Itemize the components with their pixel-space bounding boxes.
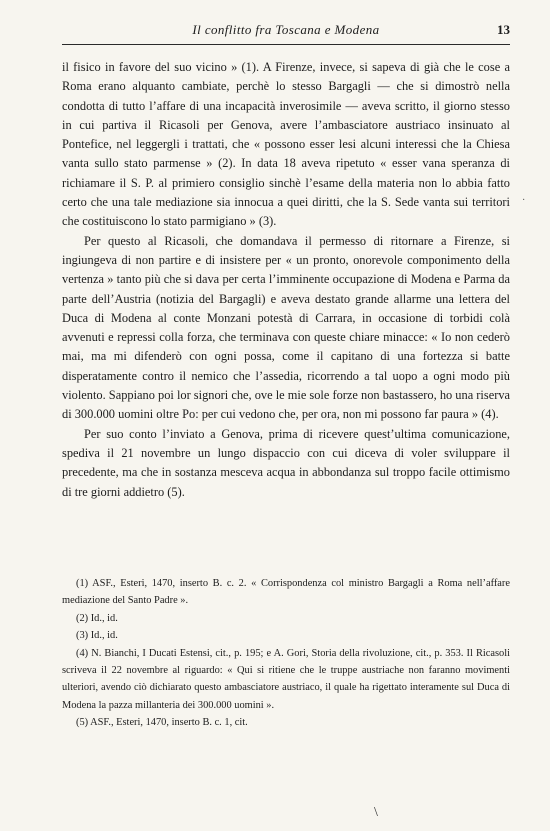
footnote: (3) Id., id.	[76, 630, 118, 642]
running-title: Il conflitto fra Toscana e Modena	[192, 22, 380, 37]
paragraph: Per questo al Ricasoli, che domandava il permesso di ritornare a Firenze, si ingiungeva di non partire e di insistere per « un pronto, onorevole componimento della vertenza » tanto più che si dava per certa l’imminente occupazione di Modena e Parma da parte dell’Austria (notizia del Bargagli) e aveva destato grande allarme una lettera del Duca di Modena al conte Monzani potestà di Carrara, in occasione di torbidi colà avvenuti e repressi colla forza, che terminava con queste chiare minacce: « Io non cederò mai, ma mi difenderò con ogni possa, come il capitano di una fortezza si batte disperatamente contro il nemico che l’assedia, ricorrendo a tal uopo a ogni modo più violento. Sappiano poi lor signori che, ove le mie sole forze non bastassero, ho una riserva di 300.000 uomini oltre Po: per cui vedono che, per ora, non mi possono far paura » (4).	[62, 233, 511, 422]
footnote: (4) N. Bianchi, I Ducati Estensi, cit., p. 195; e A. Gori, Storia della rivoluzione, cit., p. 353. Il Ricasoli scriveva il 22 novembre al riguardo: « Qui si ritiene che le truppe austriache non faranno movimenti ulteriori, avendo ciò dichiarato questo ambasciatore austriaco, il quale ha rigettato interamente sul Duca di Modena la pazza millanteria dei 300.000 uomini ».	[62, 647, 510, 711]
footnotes	[62, 575, 510, 732]
paragraph: Per suo conto l’inviato a Genova, prima di ricevere quest’ultima comunicazione, spediva il 21 novembre un lungo dispaccio con cui diceva di voler sviluppare il precedente, ma che in sostanza mesceva acqua in abbondanza sul troppo facile ottimismo di tre giorni addietro (5).	[62, 426, 510, 499]
footnote: (5) ASF., Esteri, 1470, inserto B. c. 1, cit.	[76, 717, 248, 729]
pencil-mark: \	[374, 805, 378, 820]
page-number: 13	[497, 22, 510, 37]
footnote: (2) Id., id.	[76, 612, 118, 624]
footnote: (1) ASF., Esteri, 1470, inserto B. c. 2. « Corrispondenza col ministro Bargagli a Roma nell’affare mediazione del Santo Padre ».	[62, 578, 510, 607]
margin-mark: ·	[522, 195, 526, 206]
main-text	[62, 58, 510, 502]
page-header	[62, 22, 510, 45]
paragraph: il fisico in favore del suo vicino » (1). A Firenze, invece, si sapeva di già che le cose a Roma erano alquanto cambiate, perchè lo stesso Bargagli — che si dimostrò nella condotta di tutto l’affare di una incapacità inverosimile — aveva scritto, il giorno stesso in cui partiva il Ricasoli per Genova, avere l’ambasciatore austriaco insinuato al Pontefice, nel leggergli i trattati, che « possono esser lesi alcuni interessi che la Chiesa vanta sullo stato parmense » (2). In data 18 aveva ripetuto « esser vana speranza di richiamare il S. P. al primiero consiglio sinchè l’esame della materia non lo abbia fatto certo che una tale mediazione sia innocua a quei diritti, che la S. Sede vanta sui territori che costituiscono lo stato parmigiano » (3).	[62, 60, 510, 229]
